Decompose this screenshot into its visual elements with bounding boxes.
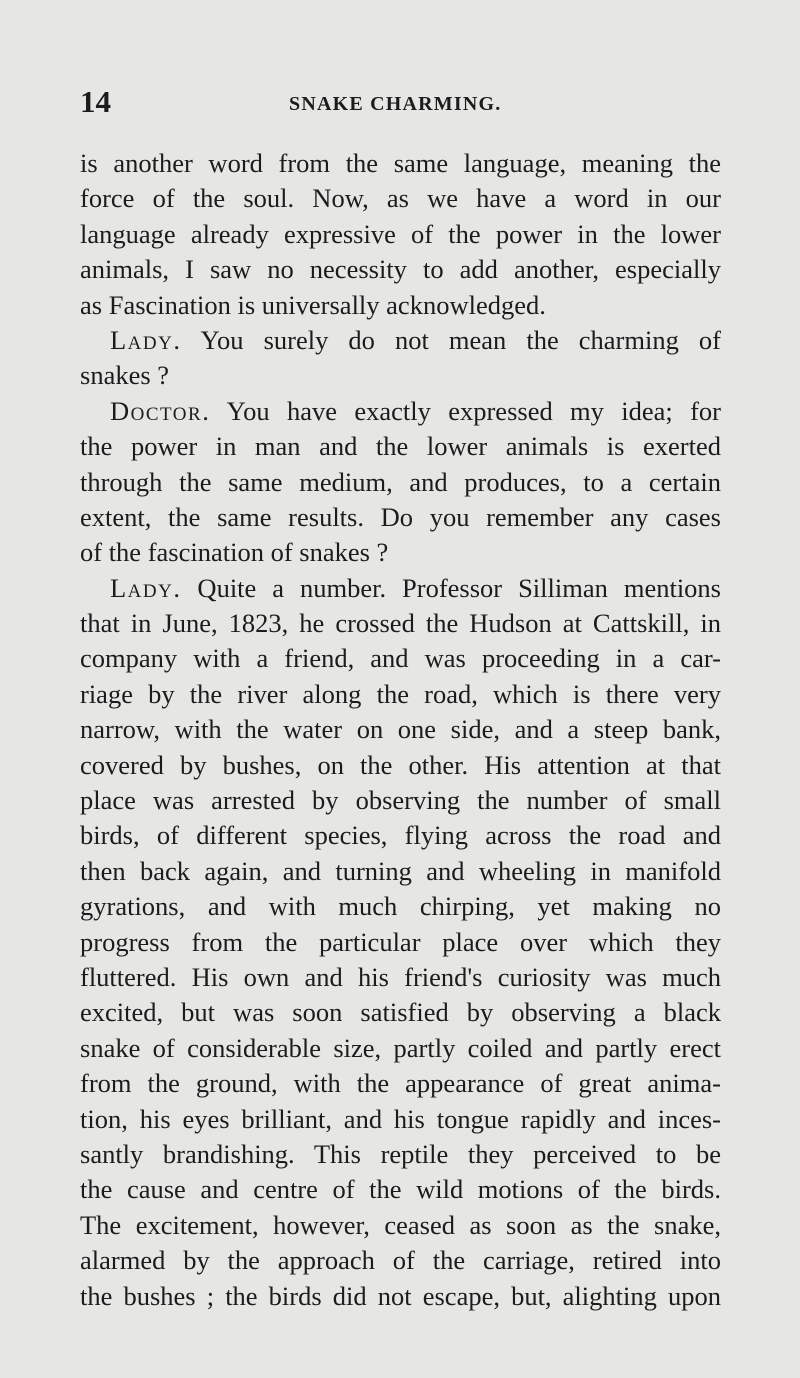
text-line: the power in man and the lower animals is exerted xyxy=(80,431,721,462)
text-line: is another word from the same language, meaning the xyxy=(80,148,721,178)
text-line: riage by the river along the road, which is there very xyxy=(80,678,721,709)
text-line: as Fascination is universally acknowledged. xyxy=(80,289,546,320)
text-line: place was arrested by observing the number of small xyxy=(80,785,721,816)
text-line: then back again, and turning and wheeling in manifold xyxy=(80,855,721,886)
text-line: the bushes ; the birds did not escape, but, alighting upon xyxy=(80,1280,721,1311)
text-line: covered by bushes, on the other. His attention at that xyxy=(80,749,721,780)
text-line: fluttered. His own and his friend's curiosity was much xyxy=(80,961,721,992)
text-line: through the same medium, and produces, to a certain xyxy=(80,466,721,497)
dialogue-line xyxy=(80,394,721,429)
text-line: the cause and centre of the wild motions of the birds. xyxy=(80,1174,721,1205)
text-line: tion, his eyes brilliant, and his tongue rapidly and inces- xyxy=(80,1103,721,1134)
speaker-name: Lady. xyxy=(110,324,182,355)
dialogue-line xyxy=(80,323,721,358)
text-line: gyrations, and with much chirping, yet making no xyxy=(80,891,721,922)
text-line: that in June, 1823, he crossed the Hudson at Cattskill, in xyxy=(80,608,721,639)
text-line: snakes ? xyxy=(80,360,170,391)
running-title: SNAKE CHARMING. xyxy=(289,93,502,115)
text-line: alarmed by the approach of the carriage, retired into xyxy=(80,1245,721,1276)
text-line: of the fascination of snakes ? xyxy=(80,537,389,568)
dialogue-text: You surely do not mean the charming of xyxy=(181,324,721,355)
text-line: The excitement, however, ceased as soon as the snake, xyxy=(80,1209,721,1240)
speaker-name: Lady. xyxy=(110,572,182,603)
text-line: snake of considerable size, partly coiled and partly erect xyxy=(80,1032,721,1063)
text-line: birds, of different species, flying across the road and xyxy=(80,820,721,851)
text-line: extent, the same results. Do you remember any cases xyxy=(80,501,721,532)
page-number: 14 xyxy=(80,84,111,119)
dialogue-line xyxy=(80,571,721,606)
text-line: force of the soul. Now, as we have a word in our xyxy=(80,183,721,214)
body-text xyxy=(80,146,721,1314)
dialogue-text: You have exactly expressed my idea; for xyxy=(210,395,721,426)
text-line: animals, I saw no necessity to add another, especially xyxy=(80,254,721,285)
text-line: company with a friend, and was proceeding in a car- xyxy=(80,643,721,674)
text-line: language already expressive of the power in the lower xyxy=(80,218,721,249)
text-line: narrow, with the water on one side, and a steep bank, xyxy=(80,714,721,745)
speaker-name: Doctor. xyxy=(110,395,211,426)
text-line: progress from the particular place over which they xyxy=(80,926,721,957)
page-header xyxy=(78,86,722,126)
dialogue-text: Quite a number. Professor Silliman mentions xyxy=(181,572,721,603)
text-line: excited, but was soon satisfied by observing a black xyxy=(80,997,721,1028)
text-line: from the ground, with the appearance of great anima- xyxy=(80,1068,721,1099)
text-line: santly brandishing. This reptile they perceived to be xyxy=(80,1138,721,1169)
